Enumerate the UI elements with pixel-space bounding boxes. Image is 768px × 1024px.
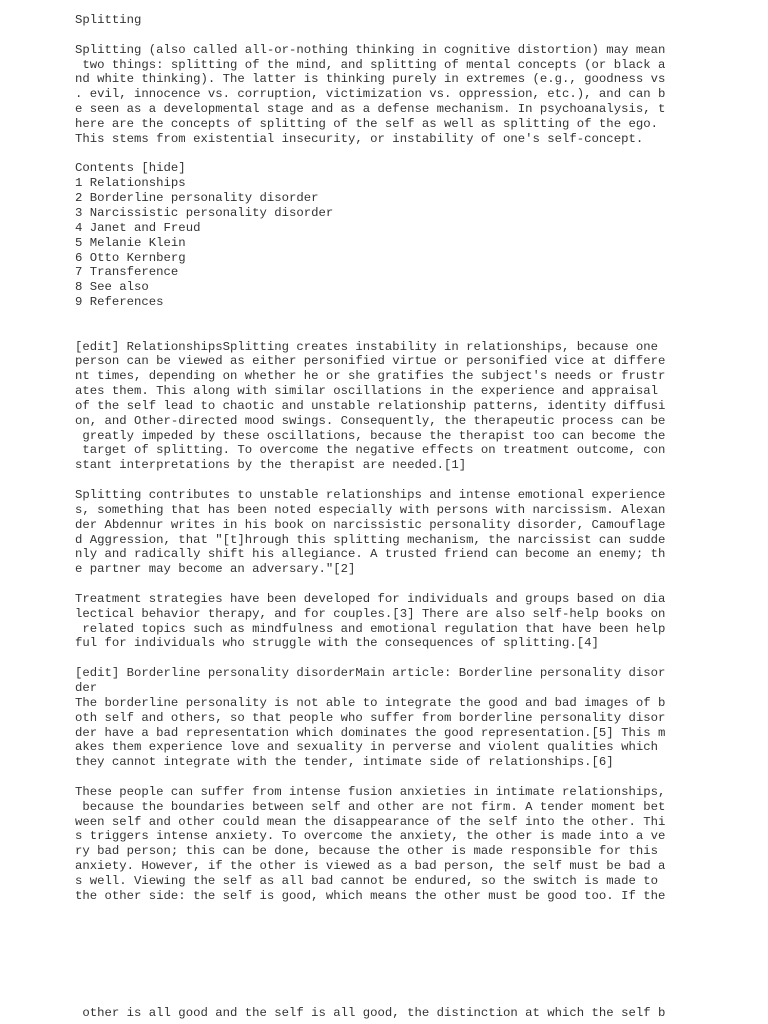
text-line: e partner may become an adversary."[2]: [75, 562, 356, 577]
toc-item-borderline[interactable]: 2 Borderline personality disorder: [75, 191, 319, 206]
toc-item-transference[interactable]: 7 Transference: [75, 265, 179, 280]
text-line: s well. Viewing the self as all bad cannot be endured, so the switch is made to: [75, 873, 658, 888]
text-line: s, something that has been noted especially with persons with narcissism. Alexan: [75, 502, 666, 517]
text-line: These people can suffer from intense fusion anxieties in intimate relationships,: [75, 784, 666, 799]
relationships-paragraph-1: [75, 340, 685, 474]
text-line: ates them. This along with similar oscillations in the experience and appraisal: [75, 384, 658, 399]
text-line: oth self and others, so that people who suffer from borderline personality disor: [75, 710, 666, 725]
text-line: s triggers intense anxiety. To overcome the anxiety, the other is made into a ve: [75, 829, 666, 844]
text-line: e seen as a developmental stage and as a defense mechanism. In psychoanalysis, t: [75, 102, 666, 117]
toc-item-narcissistic[interactable]: 3 Narcissistic personality disorder: [75, 205, 334, 220]
text-line: of the self lead to chaotic and unstable relationship patterns, identity diffusi: [75, 398, 666, 413]
text-line: Splitting contributes to unstable relationships and intense emotional experience: [75, 488, 666, 502]
text-line: related topics such as mindfulness and emotional regulation that have been help: [75, 621, 666, 636]
continued-text-line: other is all good and the self is all good, the distinction at which the self b: [75, 1006, 666, 1020]
relationships-paragraph-2: [75, 488, 685, 577]
page-title: Splitting: [75, 13, 142, 27]
text-line: d Aggression, that "[t]hrough this splitting mechanism, the narcissist can sudde: [75, 532, 666, 547]
contents-heading[interactable]: Contents [hide]: [75, 161, 186, 176]
relationships-paragraph-3: [75, 592, 685, 651]
text-line: nt times, depending on whether he or she gratifies the subject's needs or frustr: [75, 369, 666, 384]
toc-item-relationships[interactable]: 1 Relationships: [75, 176, 186, 191]
toc-item-janet-freud[interactable]: 4 Janet and Freud: [75, 220, 201, 235]
text-line: they cannot integrate with the tender, intimate side of relationships.[6]: [75, 755, 614, 770]
text-line: der have a bad representation which dominates the good representation.[5] This m: [75, 725, 666, 740]
section-heading-relationships: [edit] RelationshipsSplitting creates instability in relationships, because one: [75, 339, 658, 354]
section-heading-borderline: [edit] Borderline personality disorderMain article: Borderline personality disor: [75, 666, 666, 681]
text-line: here are the concepts of splitting of the self as well as splitting of the ego.: [75, 116, 658, 131]
toc-item-references[interactable]: 9 References: [75, 295, 164, 310]
toc-item-melanie-klein[interactable]: 5 Melanie Klein: [75, 235, 186, 250]
text-line: target of splitting. To overcome the negative effects on treatment outcome, con: [75, 443, 666, 458]
text-line: anxiety. However, if the other is viewed as a bad person, the self must be bad a: [75, 859, 666, 874]
text-line: nly and radically shift his allegiance. A trusted friend can become an enemy; th: [75, 547, 666, 562]
text-line: the other side: the self is good, which means the other must be good too. If the: [75, 888, 666, 903]
intro-paragraph: [75, 43, 685, 147]
text-line: akes them experience love and sexuality in perverse and violent qualities which: [75, 740, 658, 755]
text-line: person can be viewed as either personified virtue or personified vice at differe: [75, 354, 666, 369]
text-line: lectical behavior therapy, and for couples.[3] There are also self-help books on: [75, 606, 666, 621]
text-line: Splitting (also called all-or-nothing thinking in cognitive distortion) may mean: [75, 42, 666, 57]
text-line: ry bad person; this can be done, because the other is made responsible for this: [75, 844, 658, 859]
borderline-paragraph-2: [75, 785, 685, 904]
borderline-paragraph-1: [75, 666, 685, 770]
text-line: because the boundaries between self and other are not firm. A tender moment bet: [75, 799, 666, 814]
table-of-contents: [75, 161, 685, 309]
text-line: der: [75, 680, 98, 695]
text-line: . evil, innocence vs. corruption, victimization vs. oppression, etc.), and can b: [75, 87, 666, 102]
text-line: The borderline personality is not able to integrate the good and bad images of b: [75, 695, 666, 710]
text-line: on, and Other-directed mood swings. Consequently, the therapeutic process can be: [75, 413, 666, 428]
text-line: two things: splitting of the mind, and splitting of mental concepts (or black a: [75, 57, 666, 72]
text-line: nd white thinking). The latter is thinking purely in extremes (e.g., goodness vs: [75, 72, 666, 87]
toc-item-see-also[interactable]: 8 See also: [75, 280, 149, 295]
text-line: greatly impeded by these oscillations, because the therapist too can become the: [75, 428, 666, 443]
toc-item-otto-kernberg[interactable]: 6 Otto Kernberg: [75, 250, 186, 265]
text-line: ful for individuals who struggle with the consequences of splitting.[4]: [75, 636, 599, 651]
text-line: der Abdennur writes in his book on narcissistic personality disorder, Camouflage: [75, 517, 666, 532]
document-page: [75, 13, 685, 904]
text-line: ween self and other could mean the disappearance of the self into the other. Thi: [75, 814, 666, 829]
text-line: Treatment strategies have been developed for individuals and groups based on dia: [75, 591, 666, 606]
text-line: This stems from existential insecurity, or instability of one's self-concept.: [75, 131, 644, 146]
text-line: stant interpretations by the therapist are needed.[1]: [75, 458, 467, 473]
